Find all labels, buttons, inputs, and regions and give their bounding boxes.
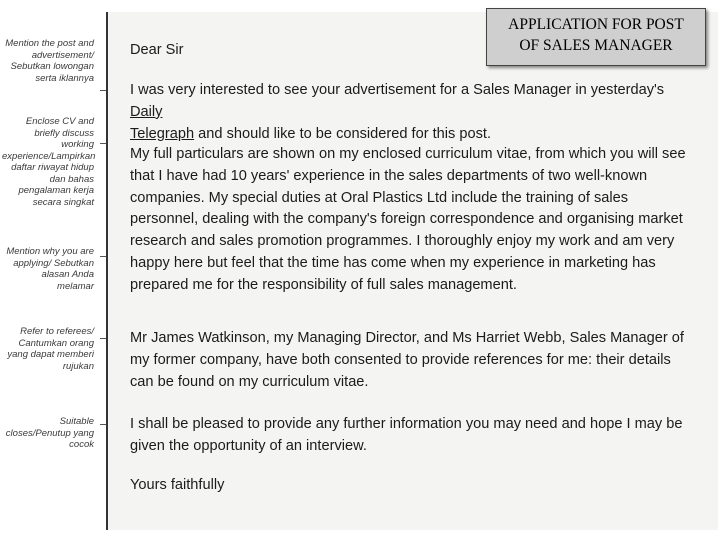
paragraph-experience: My full particulars are shown on my enclosed curriculum vitae, from which you will see that I have had 10 years' experience in the sales departments of two well-known companies. My special duties at Oral Plastics Ltd include the training of sales personnel, dealing with the company's foreign correspondence and organising market research and sales promotion programmes. I thoroughly enjoy my work and am very happy here but feel that the time has come when my experience in marketing has prepared me for the responsibility of full sales management.	[130, 146, 686, 293]
note-mention-post: Mention the post and advertisement/ Sebutkan lowongan serta iklannya	[5, 38, 94, 84]
note-enclose-cv: Enclose CV and briefly discuss working experience/Lampirkan daftar riwayat hidup dan bahas pengalaman kerja secara singkat	[2, 116, 96, 208]
paragraph-closing: I shall be pleased to provide any further information you may need and hope I may be given the opportunity of an interview.	[130, 416, 683, 454]
newspaper-name-telegraph: Telegraph	[130, 125, 195, 142]
title-box	[486, 8, 706, 66]
salutation: Dear Sir	[130, 42, 184, 58]
closing-line: Yours faithfully	[130, 477, 225, 493]
note-why-applying: Mention why you are applying/ Sebutkan alasan Anda melamar	[6, 246, 94, 292]
title-line-1: APPLICATION FOR POST	[508, 16, 684, 33]
note-suitable-closes: Suitable closes/Penutup yang cocok	[5, 416, 94, 450]
margin-notes	[0, 0, 106, 540]
title-line-2: OF SALES MANAGER	[519, 37, 673, 54]
note-referees: Refer to referees/ Cantumkan orang yang dapat memberi rujukan	[7, 326, 94, 372]
letter-page	[106, 12, 718, 530]
paragraph-referees: Mr James Watkinson, my Managing Director, and Ms Harriet Webb, Sales Manager of my former company, have both consented to provide references for me: their details can be found on my curriculum vitae.	[130, 330, 684, 390]
paragraph-advertisement-text-b: and should like to be considered for this post.	[194, 125, 492, 142]
paragraph-advertisement	[130, 80, 690, 145]
newspaper-name-daily: Daily	[130, 103, 163, 120]
paragraph-advertisement-text-a: I was very interested to see your advertisement for a Sales Manager in yesterday's	[130, 82, 665, 98]
